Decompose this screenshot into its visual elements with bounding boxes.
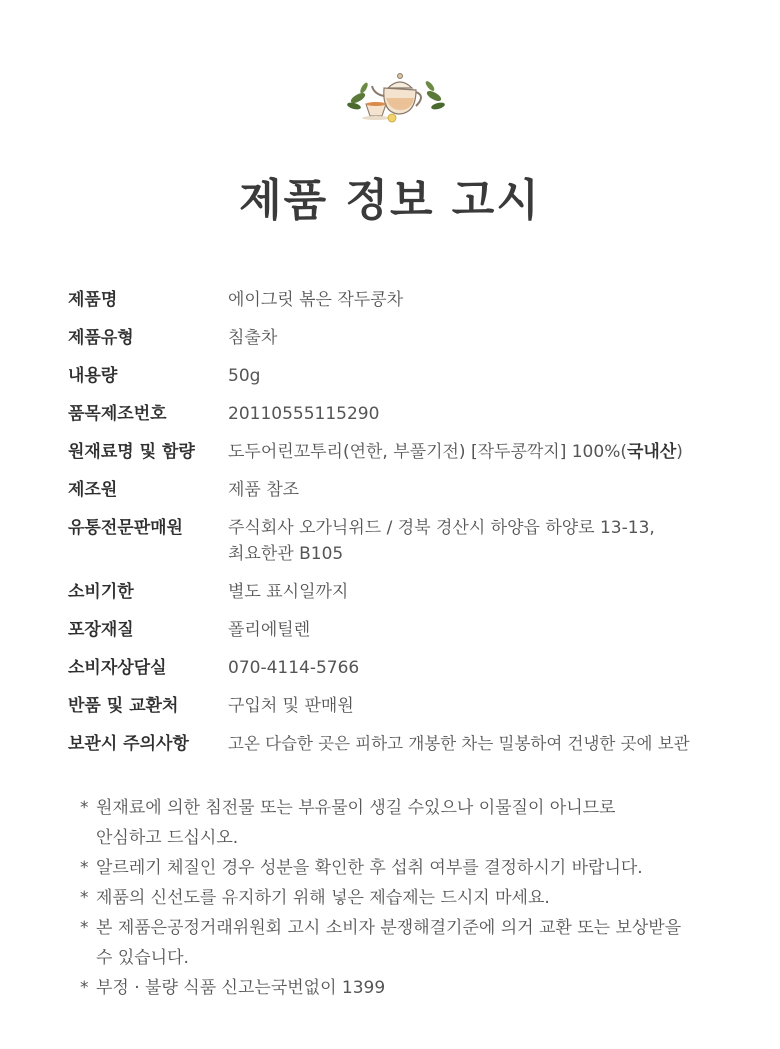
info-value: 070-4114-5766 bbox=[228, 658, 360, 678]
origin-label: 국내산 bbox=[626, 442, 677, 462]
info-label: 품목제조번호 bbox=[68, 404, 167, 424]
page-title: 제품 정보 고시 bbox=[239, 175, 541, 226]
info-value: 에이그릿 볶은 작두콩차 bbox=[228, 290, 404, 310]
notice-item: * 부정 · 불량 식품 신고는국번없이 1399 bbox=[80, 973, 750, 1003]
info-value: 도두어린꼬투리(연한, 부풀기전) [작두콩깍지] 100%(국내산) bbox=[228, 442, 683, 462]
notice-list bbox=[80, 793, 750, 1003]
info-label: 원재료명 및 함량 bbox=[68, 442, 195, 462]
info-value: 주식회사 오가닉위드 / 경북 경산시 하양읍 하양로 13-13, 최요한관 B105 bbox=[228, 518, 655, 564]
info-value: 고온 다습한 곳은 피하고 개봉한 차는 밀봉하여 건냉한 곳에 보관 bbox=[228, 734, 690, 753]
note-marker: * bbox=[80, 918, 89, 938]
info-label: 소비자상담실 bbox=[68, 658, 167, 678]
info-row-packaging bbox=[68, 617, 758, 643]
note-marker: * bbox=[80, 888, 89, 908]
info-value: 침출차 bbox=[228, 328, 278, 348]
info-label: 반품 및 교환처 bbox=[68, 696, 179, 716]
info-row-storage bbox=[68, 731, 758, 757]
info-label: 제조원 bbox=[68, 480, 118, 500]
info-value: 별도 표시일까지 bbox=[228, 582, 349, 602]
info-value: 구입처 및 판매원 bbox=[228, 696, 354, 716]
notice-item: * 알르레기 체질인 경우 성분을 확인한 후 섭취 여부를 결정하시기 바랍니다. bbox=[80, 853, 750, 883]
notice-item: * 제품의 신선도를 유지하기 위해 넣은 제습제는 드시지 마세요. bbox=[80, 883, 750, 913]
info-row-ingredients bbox=[68, 439, 758, 465]
info-value: 20110555115290 bbox=[228, 404, 380, 424]
info-row-product-type bbox=[68, 325, 758, 351]
info-label: 유통전문판매원 bbox=[68, 518, 183, 538]
info-row-product-name bbox=[68, 287, 758, 313]
teapot-logo-icon bbox=[346, 60, 446, 124]
info-row-returns bbox=[68, 693, 758, 719]
note-marker: * bbox=[80, 978, 89, 998]
info-row-expiry bbox=[68, 579, 758, 605]
info-label: 보관시 주의사항 bbox=[68, 734, 189, 754]
info-label: 소비기한 bbox=[68, 582, 134, 602]
info-value: 50g bbox=[228, 366, 261, 386]
info-row-manufacturer bbox=[68, 477, 758, 503]
info-label: 내용량 bbox=[68, 366, 118, 386]
info-row-volume bbox=[68, 363, 758, 389]
info-row-customer-service bbox=[68, 655, 758, 681]
notice-item: * 본 제품은공정거래위원회 고시 소비자 분쟁해결기준에 의거 교환 또는 보상받을 수 있습니다. bbox=[80, 913, 750, 973]
product-info-table bbox=[68, 287, 758, 757]
info-row-report-number bbox=[68, 401, 758, 427]
note-marker: * bbox=[80, 798, 89, 818]
info-value: 폴리에틸렌 bbox=[228, 620, 311, 640]
info-value: 제품 참조 bbox=[228, 480, 300, 500]
notice-item: * 원재료에 의한 침전물 또는 부유물이 생길 수있으나 이물질이 아니므로 안심하고 드십시오. bbox=[80, 793, 750, 853]
info-row-distributor bbox=[68, 515, 758, 567]
info-label: 포장재질 bbox=[68, 620, 134, 640]
info-label: 제품명 bbox=[68, 290, 118, 310]
note-marker: * bbox=[80, 858, 89, 878]
info-label: 제품유형 bbox=[68, 328, 134, 348]
